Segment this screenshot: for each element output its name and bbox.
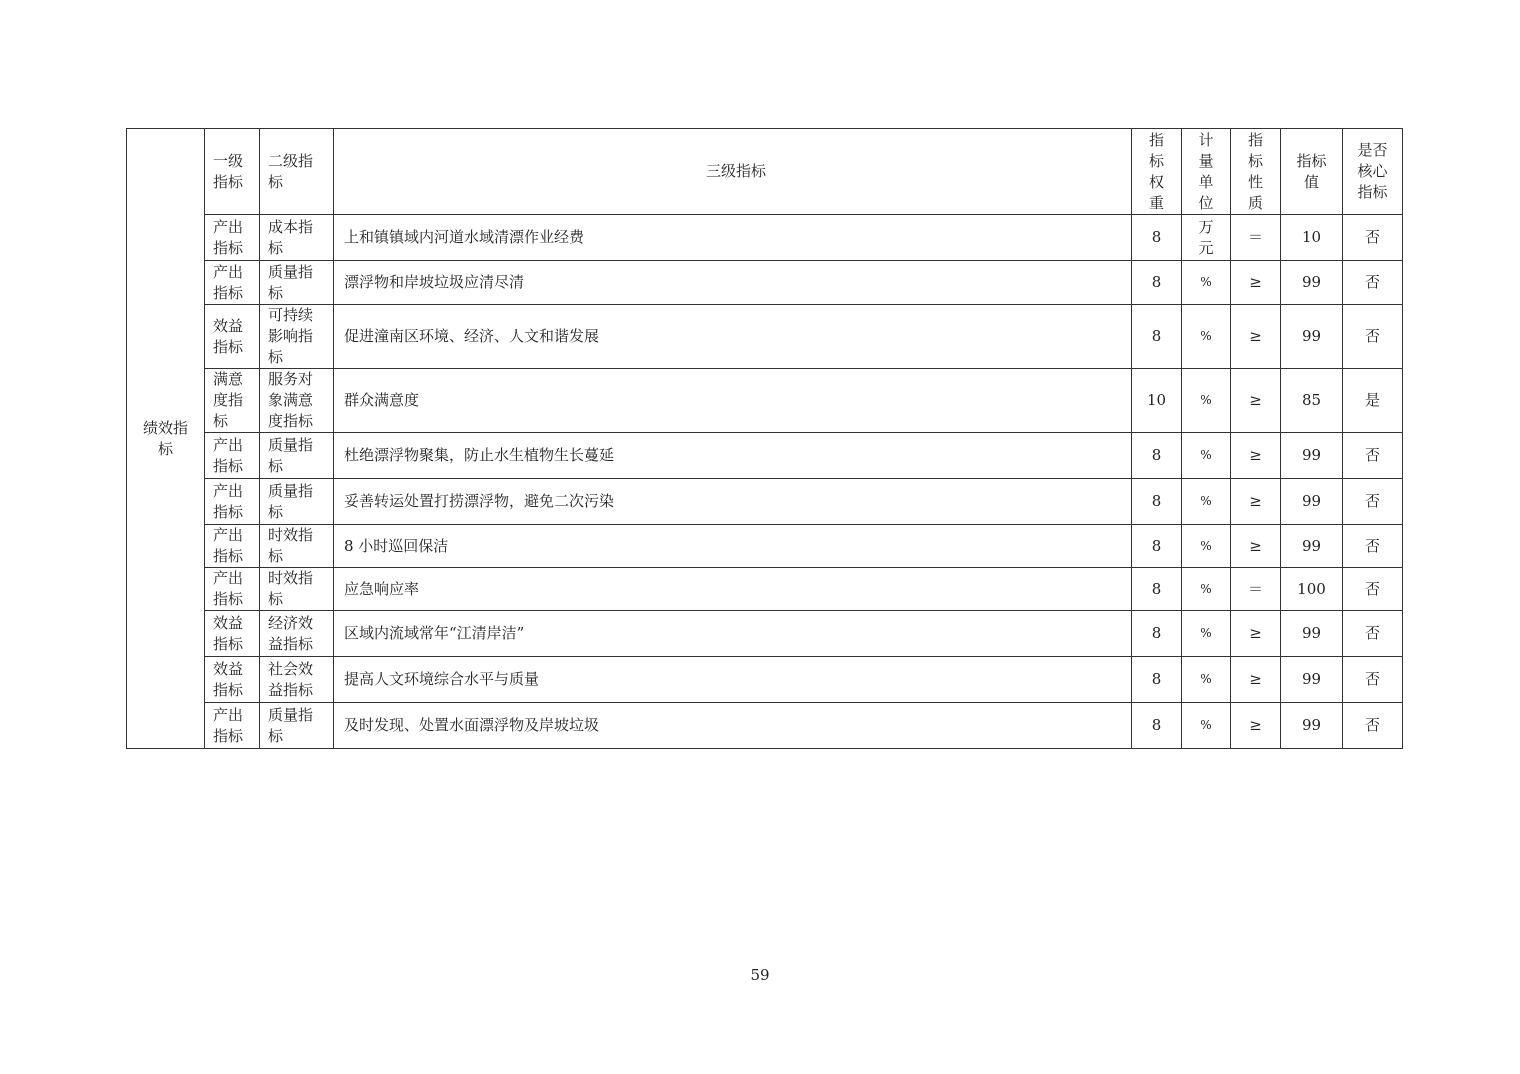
row-unit: % — [1182, 433, 1231, 479]
row-level3: 妥善转运处置打捞漂浮物，避免二次污染 — [334, 479, 1132, 525]
row-weight: 8 — [1132, 525, 1182, 568]
row-level3: 提高人文环境综合水平与质量 — [334, 657, 1132, 703]
row-level2: 经济效 益指标 — [260, 611, 334, 657]
row-unit: % — [1182, 479, 1231, 525]
row-core: 否 — [1343, 479, 1403, 525]
row-level3: 杜绝漂浮物聚集，防止水生植物生长蔓延 — [334, 433, 1132, 479]
table-row — [127, 215, 1403, 261]
row-core: 否 — [1343, 433, 1403, 479]
row-nature: ≥ — [1231, 433, 1281, 479]
row-core: 否 — [1343, 261, 1403, 305]
row-unit: 万 元 — [1182, 215, 1231, 261]
table-row — [127, 657, 1403, 703]
header-level3: 三级指标 — [334, 129, 1132, 215]
row-level3: 应急响应率 — [334, 568, 1132, 611]
row-level2: 质量指 标 — [260, 703, 334, 749]
table-row — [127, 433, 1403, 479]
row-level2: 可持续 影响指 标 — [260, 305, 334, 369]
row-value: 99 — [1281, 305, 1343, 369]
row-level2: 质量指 标 — [260, 479, 334, 525]
table-row — [127, 611, 1403, 657]
header-value: 指标 值 — [1281, 129, 1343, 215]
row-nature: ≥ — [1231, 479, 1281, 525]
row-level1: 产出 指标 — [205, 479, 260, 525]
row-level3: 漂浮物和岸坡垃圾应清尽清 — [334, 261, 1132, 305]
row-level2: 社会效 益指标 — [260, 657, 334, 703]
row-level1: 满意 度指 标 — [205, 369, 260, 433]
row-weight: 8 — [1132, 261, 1182, 305]
row-level3: 及时发现、处置水面漂浮物及岸坡垃圾 — [334, 703, 1132, 749]
row-value: 99 — [1281, 433, 1343, 479]
row-core: 否 — [1343, 305, 1403, 369]
row-level3: 促进潼南区环境、经济、人文和谐发展 — [334, 305, 1132, 369]
row-core: 否 — [1343, 215, 1403, 261]
table-row — [127, 305, 1403, 369]
row-core: 否 — [1343, 657, 1403, 703]
row-value: 99 — [1281, 525, 1343, 568]
row-nature: ≥ — [1231, 657, 1281, 703]
row-value: 100 — [1281, 568, 1343, 611]
category-cell: 绩效指 标 — [127, 129, 205, 749]
row-weight: 8 — [1132, 657, 1182, 703]
row-value: 99 — [1281, 657, 1343, 703]
row-level1: 产出 指标 — [205, 568, 260, 611]
row-nature: ≥ — [1231, 261, 1281, 305]
row-value: 85 — [1281, 369, 1343, 433]
row-level1: 产出 指标 — [205, 525, 260, 568]
row-level1: 效益 指标 — [205, 611, 260, 657]
row-value: 99 — [1281, 703, 1343, 749]
row-weight: 8 — [1132, 703, 1182, 749]
table-row — [127, 479, 1403, 525]
row-value: 99 — [1281, 611, 1343, 657]
row-unit: % — [1182, 261, 1231, 305]
row-value: 99 — [1281, 479, 1343, 525]
row-level2: 时效指 标 — [260, 568, 334, 611]
row-level2: 成本指 标 — [260, 215, 334, 261]
row-level1: 产出 指标 — [205, 703, 260, 749]
table-row — [127, 703, 1403, 749]
row-value: 10 — [1281, 215, 1343, 261]
header-level1: 一级 指标 — [205, 129, 260, 215]
row-nature: ≥ — [1231, 525, 1281, 568]
performance-indicator-table — [126, 128, 1403, 749]
row-level3: 区域内流域常年“江清岸洁” — [334, 611, 1132, 657]
row-core: 是 — [1343, 369, 1403, 433]
row-weight: 8 — [1132, 479, 1182, 525]
row-weight: 8 — [1132, 568, 1182, 611]
row-weight: 8 — [1132, 433, 1182, 479]
row-level2: 质量指 标 — [260, 433, 334, 479]
table-row — [127, 568, 1403, 611]
row-unit: % — [1182, 305, 1231, 369]
header-nature: 指 标 性 质 — [1231, 129, 1281, 215]
row-nature: ＝ — [1231, 215, 1281, 261]
row-level2: 时效指 标 — [260, 525, 334, 568]
row-weight: 8 — [1132, 215, 1182, 261]
table-row — [127, 261, 1403, 305]
row-core: 否 — [1343, 568, 1403, 611]
row-nature: ≥ — [1231, 611, 1281, 657]
row-nature: ≥ — [1231, 305, 1281, 369]
row-weight: 10 — [1132, 369, 1182, 433]
row-unit: % — [1182, 525, 1231, 568]
row-core: 否 — [1343, 703, 1403, 749]
row-level3: 群众满意度 — [334, 369, 1132, 433]
row-level1: 产出 指标 — [205, 215, 260, 261]
row-level1: 产出 指标 — [205, 261, 260, 305]
row-core: 否 — [1343, 525, 1403, 568]
row-value: 99 — [1281, 261, 1343, 305]
row-nature: ＝ — [1231, 568, 1281, 611]
row-level3: 上和镇镇域内河道水域清漂作业经费 — [334, 215, 1132, 261]
row-level1: 产出 指标 — [205, 433, 260, 479]
row-level2: 质量指 标 — [260, 261, 334, 305]
row-level2: 服务对 象满意 度指标 — [260, 369, 334, 433]
row-weight: 8 — [1132, 611, 1182, 657]
page-number: 59 — [750, 966, 770, 984]
row-weight: 8 — [1132, 305, 1182, 369]
row-nature: ≥ — [1231, 369, 1281, 433]
header-core: 是否 核心 指标 — [1343, 129, 1403, 215]
row-level1: 效益 指标 — [205, 305, 260, 369]
row-level1: 效益 指标 — [205, 657, 260, 703]
table-row — [127, 369, 1403, 433]
header-unit: 计 量 单 位 — [1182, 129, 1231, 215]
row-unit: % — [1182, 657, 1231, 703]
row-nature: ≥ — [1231, 703, 1281, 749]
header-row — [127, 129, 1403, 215]
table-row — [127, 525, 1403, 568]
row-core: 否 — [1343, 611, 1403, 657]
row-unit: % — [1182, 369, 1231, 433]
row-unit: % — [1182, 568, 1231, 611]
row-unit: % — [1182, 703, 1231, 749]
header-level2: 二级指 标 — [260, 129, 334, 215]
header-weight: 指 标 权 重 — [1132, 129, 1182, 215]
row-unit: % — [1182, 611, 1231, 657]
row-level3: 8 小时巡回保洁 — [334, 525, 1132, 568]
